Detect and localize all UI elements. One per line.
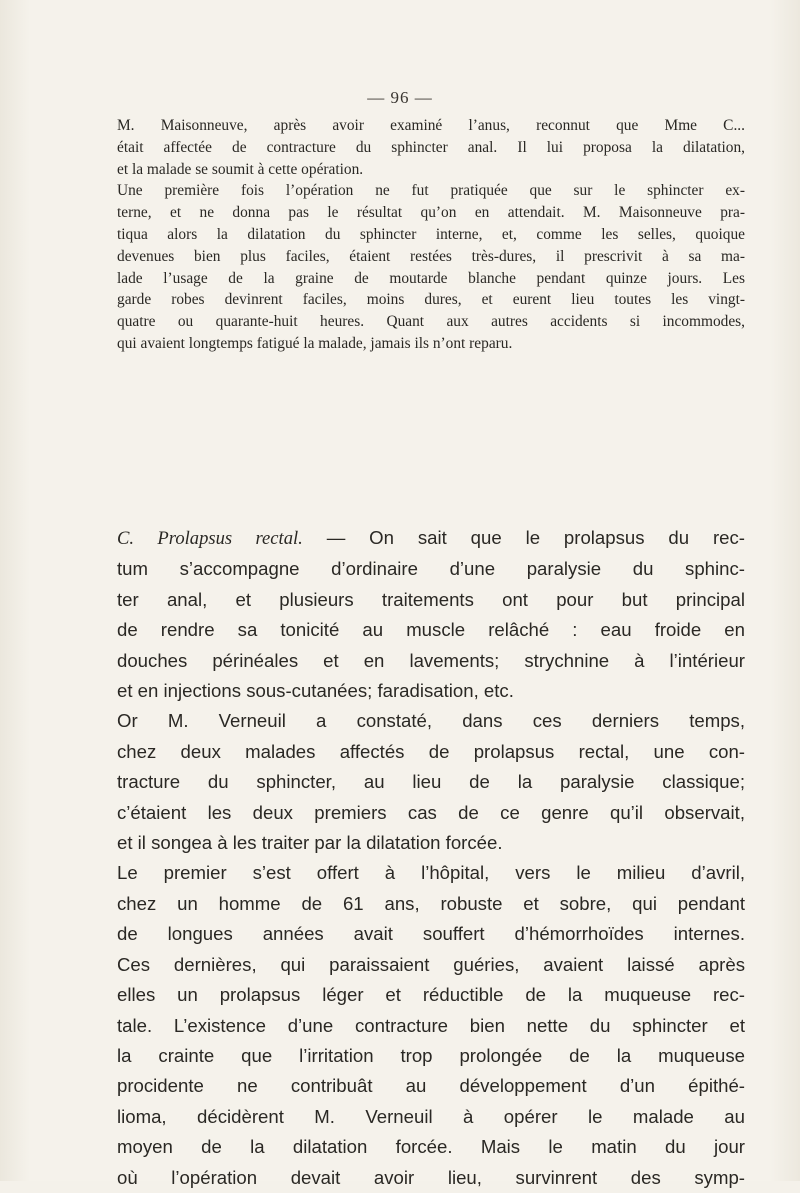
text-line: de rendre sa tonicité au muscle relâché : eau froide en [117, 619, 745, 641]
text-line: tale. L’existence d’une contracture bien nette du sphincter et [117, 1014, 745, 1036]
text-line: chez un homme de 61 ans, robuste et sobre, qui pendant [117, 892, 745, 914]
text-line: lade l’usage de la graine de moutarde blanche pendant quinze jours. Les [117, 269, 745, 287]
text-line: chez deux malades affectés de prolapsus rectal, une con- [117, 740, 745, 762]
text-line: tum s’accompagne d’ordinaire d’une paralysie du sphinc- [117, 558, 745, 580]
text-line: Or M. Verneuil a constaté, dans ces derniers temps, [117, 710, 745, 732]
text-line: et il songea à les traiter par la dilatation forcée. [117, 832, 503, 854]
text-line: qui avaient longtemps fatigué la malade, jamais ils n’ont reparu. [117, 334, 513, 352]
text-line: Une première fois l’opération ne fut pratiquée que sur le sphincter ex- [117, 182, 745, 200]
text-line: et la malade se soumit à cette opération. [117, 160, 364, 178]
text-line: la crainte que l’irritation trop prolongée de la muqueuse [117, 1044, 745, 1066]
text-line: moyen de la dilatation forcée. Mais le matin du jour [117, 1136, 745, 1158]
large-paragraph-3 [95, 858, 745, 1192]
text-line: terne, et ne donna pas le résultat qu’on en attendait. M. Maisonneuve pra- [117, 204, 745, 222]
text-line: Ces dernières, qui paraissaient guéries, avaient laissé après [117, 953, 745, 975]
text-line: lioma, décidèrent M. Verneuil à opérer le malade au [117, 1105, 745, 1127]
text-line: garde robes devinrent faciles, moins dures, et eurent lieu toutes les vingt- [117, 291, 745, 309]
main-text-block [95, 523, 745, 1193]
text-line: de longues années avait souffert d’hémorrhoïdes internes. [117, 923, 745, 945]
text-line: elles un prolapsus léger et réductible de la muqueuse rec- [117, 984, 745, 1006]
text-line: Le premier s’est offert à l’hôpital, vers le milieu d’avril, [117, 862, 745, 884]
text-line: M. Maisonneuve, après avoir examiné l’anus, reconnut que Mme C... [117, 117, 745, 134]
page-number: — 96 — [367, 88, 433, 107]
text-line: tracture du sphincter, au lieu de la paralysie classique; [117, 771, 745, 793]
small-paragraph-1 [95, 115, 745, 180]
text-line: procidente ne contribuât au développement d’un épithé- [117, 1075, 745, 1097]
text-line: douches périnéales et en lavements; strychnine à l’intérieur [117, 649, 745, 671]
text-line: c’étaient les deux premiers cas de ce genre qu’il observait, [117, 801, 745, 823]
text-line: tiqua alors la dilatation du sphincter interne, et, comme les selles, quoique [117, 225, 745, 243]
small-print-block [95, 115, 745, 355]
section-heading: C. Prolapsus rectal. [117, 528, 303, 549]
text-line [95, 523, 745, 554]
text-line: et en injections sous-cutanées; faradisation, etc. [117, 680, 514, 702]
text-line: quatre ou quarante-huit heures. Quant aux autres accidents si incommodes, [117, 313, 745, 331]
text-line: devenues bien plus faciles, étaient restées très-dures, il prescrivit à sa ma- [117, 247, 745, 265]
large-paragraph-1 [95, 523, 745, 706]
text-fragment: — On sait que le prolapsus du rec- [302, 527, 745, 548]
text-line: où l’opération devait avoir lieu, survinrent des symp- [117, 1166, 745, 1188]
small-paragraph-2 [95, 180, 745, 354]
text-line: ter anal, et plusieurs traitements ont pour but principal [117, 588, 745, 610]
text-line: était affectée de contracture du sphincter anal. Il lui proposa la dilatation, [117, 138, 745, 156]
large-paragraph-2 [95, 706, 745, 858]
